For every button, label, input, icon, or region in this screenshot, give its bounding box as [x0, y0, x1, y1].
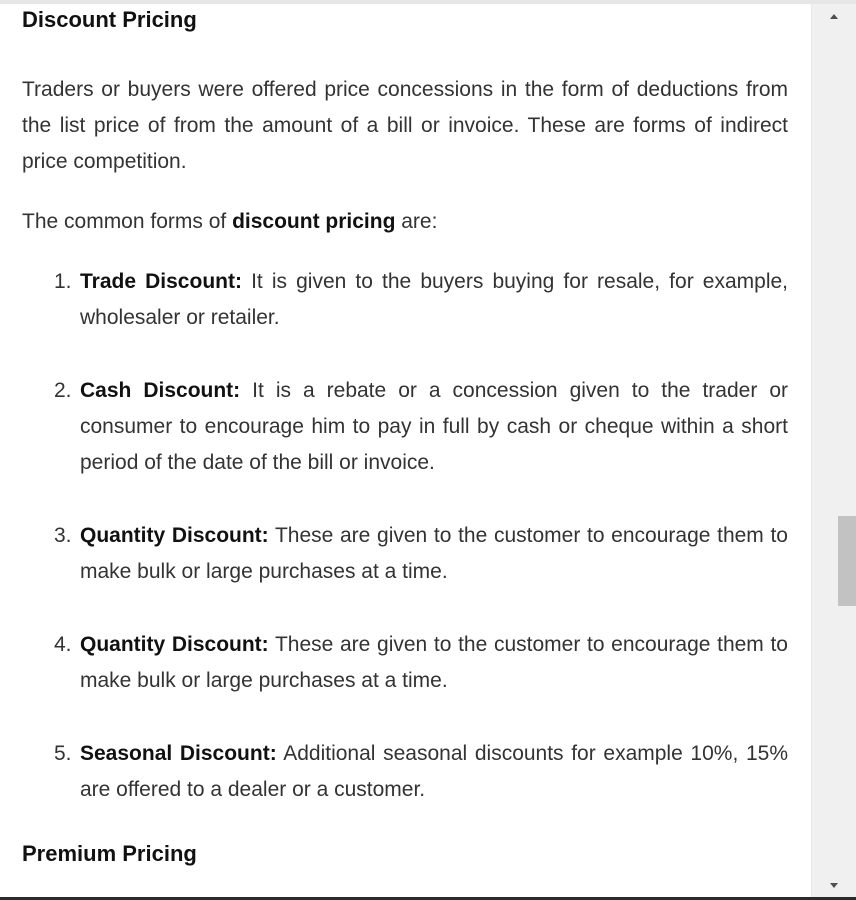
section-heading-premium-pricing: Premium Pricing [22, 841, 197, 866]
list-item-body [80, 736, 788, 808]
list-item-number: 4. [54, 633, 72, 656]
arrow-down-icon [830, 883, 838, 888]
scrollbar-thumb[interactable] [838, 516, 856, 606]
list-item-body [80, 518, 788, 590]
list-item-title: Quantity Discount: [80, 524, 269, 547]
list-item-text: These are given to the customer to encourage them to make bulk or large purchases at a time. [80, 633, 788, 692]
list-item-body [80, 264, 788, 336]
list-item [54, 373, 788, 481]
scroll-down-button[interactable] [812, 873, 856, 897]
section-heading-discount-pricing: Discount Pricing [22, 7, 197, 32]
forms-suffix: are: [395, 210, 438, 233]
list-item [54, 518, 788, 590]
list-item-text: Additional seasonal discounts for example 10%, 15% are offered to a dealer or a customer. [80, 742, 788, 801]
list-item-text: It is a rebate or a concession given to the trader or consumer to encourage him to pay in full by cash or cheque within a short period of the date of the bill or invoice. [80, 379, 788, 474]
forms-bold-term: discount pricing [232, 210, 396, 233]
list-item-title: Cash Discount: [80, 379, 241, 402]
forms-sentence [22, 204, 788, 240]
list-item-number: 5. [54, 742, 72, 765]
list-item-title: Quantity Discount: [80, 633, 269, 656]
list-item-number: 2. [54, 379, 72, 402]
list-item-body [80, 627, 788, 699]
vertical-scrollbar[interactable] [811, 4, 856, 897]
list-item [54, 627, 788, 699]
list-item-number: 1. [54, 270, 72, 293]
list-item-title: Trade Discount: [80, 270, 242, 293]
article-content [0, 4, 811, 897]
list-item [54, 264, 788, 336]
arrow-up-icon [830, 14, 838, 19]
list-item-text: It is given to the buyers buying for resale, for example, wholesaler or retailer. [80, 270, 788, 329]
forms-prefix: The common forms of [22, 210, 233, 233]
list-item [54, 736, 788, 808]
list-item-title: Seasonal Discount: [80, 742, 277, 765]
list-item-text: These are given to the customer to encourage them to make bulk or large purchases at a time. [80, 524, 788, 583]
list-item-number: 3. [54, 524, 72, 547]
intro-paragraph: Traders or buyers were offered price concessions in the form of deductions from the list price of from the amount of a bill or invoice. These are forms of indirect price competition. [22, 78, 788, 173]
list-item-body [80, 373, 788, 481]
scroll-up-button[interactable] [812, 4, 856, 28]
